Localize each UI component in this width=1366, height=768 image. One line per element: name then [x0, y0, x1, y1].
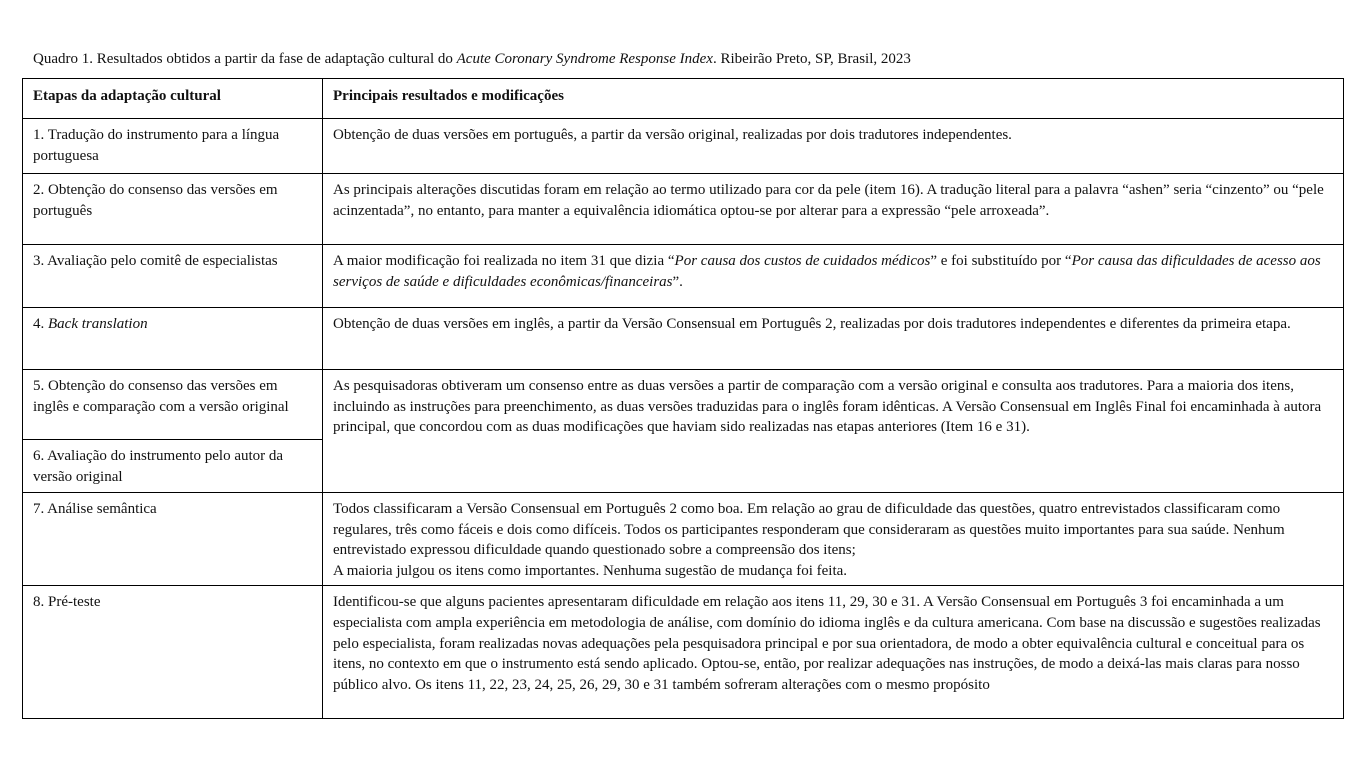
stage-cell: 1. Tradução do instrumento para a língua portuguesa: [23, 119, 323, 174]
result-cell: Obtenção de duas versões em inglês, a partir da Versão Consensual em Português 2, realizadas por dois tradutores independentes e diferentes da primeira etapa.: [323, 308, 1344, 370]
stage-number: 4.: [33, 316, 48, 332]
stage-cell: 7. Análise semântica: [23, 493, 323, 586]
caption-instrument-name: Acute Coronary Syndrome Response Index: [456, 51, 713, 67]
result-text: ” e foi substituído por “: [930, 253, 1072, 269]
result-text: ”.: [672, 273, 683, 290]
table-row: [23, 174, 1344, 245]
new-item-quote: Por causa das dificuldades de acesso aos serviços de saúde e dificuldades econômicas/financeiras: [333, 253, 1321, 290]
result-cell: [323, 245, 1344, 308]
caption-prefix: Quadro 1. Resultados obtidos a partir da fase de adaptação cultural do: [33, 51, 457, 67]
result-cell: [323, 493, 1344, 586]
stage-back-translation: Back translation: [48, 316, 148, 332]
original-item-quote: Por causa dos custos de cuidados médicos: [674, 253, 931, 269]
stage-cell: [23, 308, 323, 370]
adaptation-results-table: [22, 78, 1344, 719]
table-row: [23, 370, 1344, 440]
stage-cell: 5. Obtenção do consenso das versões em inglês e comparação com a versão original: [23, 370, 323, 440]
stage-cell: 2. Obtenção do consenso das versões em português: [23, 174, 323, 245]
result-cell: Identificou-se que alguns pacientes apresentaram dificuldade em relação aos itens 11, 29, 30 e 31. A Versão Consensual em Português 3 foi encaminhada a um especialista com ampla experiência em metodologia de análise, com domínio do idioma inglês e da cultura americana. Com base na discussão e sugestões realizadas pelo especialista, foram realizadas novas adequações pela pesquisadora principal e por sua orientadora, de modo a obter equivalência cultural e conceitual para os itens, no contexto em que o instrumento está sendo aplicado. Optou-se, então, por realizar adequações nas instruções, de modo a deixá-las mais claras para nosso público alvo. Os itens 11, 22, 23, 24, 25, 26, 29, 30 e 31 também sofreram alterações com o mesmo propósito: [323, 586, 1344, 719]
table-row: [23, 245, 1344, 308]
stage-cell: 8. Pré-teste: [23, 586, 323, 719]
stage-cell: 3. Avaliação pelo comitê de especialistas: [23, 245, 323, 308]
caption-suffix: . Ribeirão Preto, SP, Brasil, 2023: [712, 51, 911, 67]
result-cell: As principais alterações discutidas foram em relação ao termo utilizado para cor da pele (item 16). A tradução literal para a palavra “ashen” seria “cinzento” ou “pele acinzentada”, no entanto, para manter a equivalência idiomática optou-se por alterar para a expressão “pele arroxeada”.: [323, 174, 1344, 245]
table-row: [23, 493, 1344, 586]
header-results: Principais resultados e modificações: [323, 79, 1344, 119]
stage-cell: 6. Avaliação do instrumento pelo autor da versão original: [23, 440, 323, 493]
table-row: [23, 308, 1344, 370]
result-cell: As pesquisadoras obtiveram um consenso entre as duas versões a partir de comparação com a versão original e consulta aos tradutores. Para a maioria dos itens, incluindo as instruções para preenchimento, as duas versões traduzidas para o inglês foram idênticas. A Versão Consensual em Inglês Final foi encaminhada à autora principal, que concordou com as duas modificações que haviam sido realizadas nas etapas anteriores (Item 16 e 31).: [323, 370, 1344, 493]
table-header-row: [23, 79, 1344, 119]
result-text: A maior modificação foi realizada no item 31 que dizia “: [333, 253, 675, 269]
table-caption: [33, 49, 911, 69]
table-row: [23, 119, 1344, 174]
result-paragraph: Todos classificaram a Versão Consensual em Português 2 como boa. Em relação ao grau de dificuldade das questões, quatro entrevistados classificaram como regulares, três como fáceis e dois como difíceis. Todos os participantes responderam que consideraram as questões muito importantes para sua saúde. Nenhum entrevistado expressou dificuldade quando questionado sobre a compreensão dos itens;: [333, 501, 1285, 559]
result-cell: Obtenção de duas versões em português, a partir da versão original, realizadas por dois tradutores independentes.: [323, 119, 1344, 174]
header-stages: Etapas da adaptação cultural: [23, 79, 323, 119]
table-row: [23, 586, 1344, 719]
result-paragraph: A maioria julgou os itens como importantes. Nenhuma sugestão de mudança foi feita.: [333, 562, 848, 579]
